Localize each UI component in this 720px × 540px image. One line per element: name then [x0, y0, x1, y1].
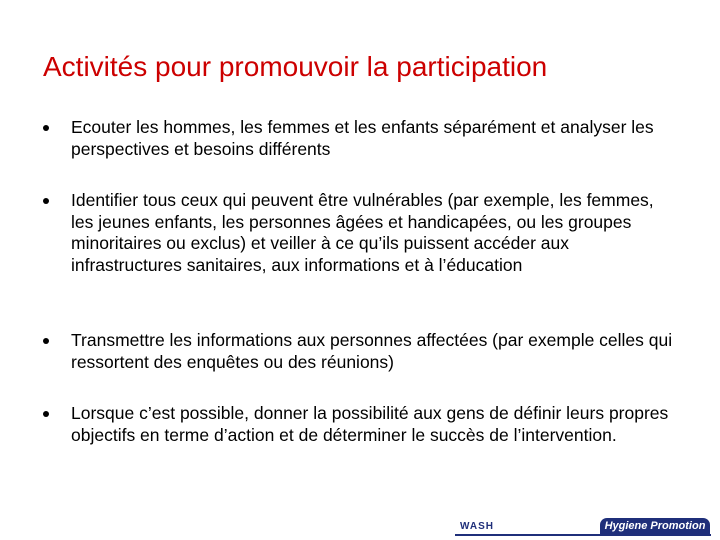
- bullet-dot-icon: [43, 338, 49, 344]
- bullet-item: [43, 117, 673, 160]
- bullet-text: Lorsque c’est possible, donner la possibilité aux gens de définir leurs propres objectifs en terme d’action et de déterminer le succès de l’intervention.: [71, 403, 669, 445]
- footer-wash-label: WASH: [460, 521, 494, 532]
- bullet-text: Identifier tous ceux qui peuvent être vulnérables (par exemple, les femmes, les jeunes enfants, les personnes âgées et handicapées, ou les groupes minoritaires ou exclus) et veiller à ce qu’ils puissent accéder aux infrastructures sanitaires, aux informations et à l’éducation: [71, 190, 654, 275]
- bullet-dot-icon: [43, 198, 49, 204]
- footer-hygiene-promotion-badge: Hygiene Promotion: [600, 518, 710, 534]
- bullet-item: [43, 190, 673, 276]
- bullet-text: Ecouter les hommes, les femmes et les enfants séparément et analyser les perspectives et besoins différents: [71, 117, 654, 159]
- bullet-item: [43, 330, 673, 373]
- slide-title: Activités pour promouvoir la participation: [43, 51, 548, 82]
- bullet-dot-icon: [43, 411, 49, 417]
- bullet-text: Transmettre les informations aux personnes affectées (par exemple celles qui ressortent des enquêtes ou des réunions): [71, 330, 673, 372]
- footer-divider: [455, 534, 711, 536]
- bullet-dot-icon: [43, 125, 49, 131]
- bullet-item: [43, 403, 673, 446]
